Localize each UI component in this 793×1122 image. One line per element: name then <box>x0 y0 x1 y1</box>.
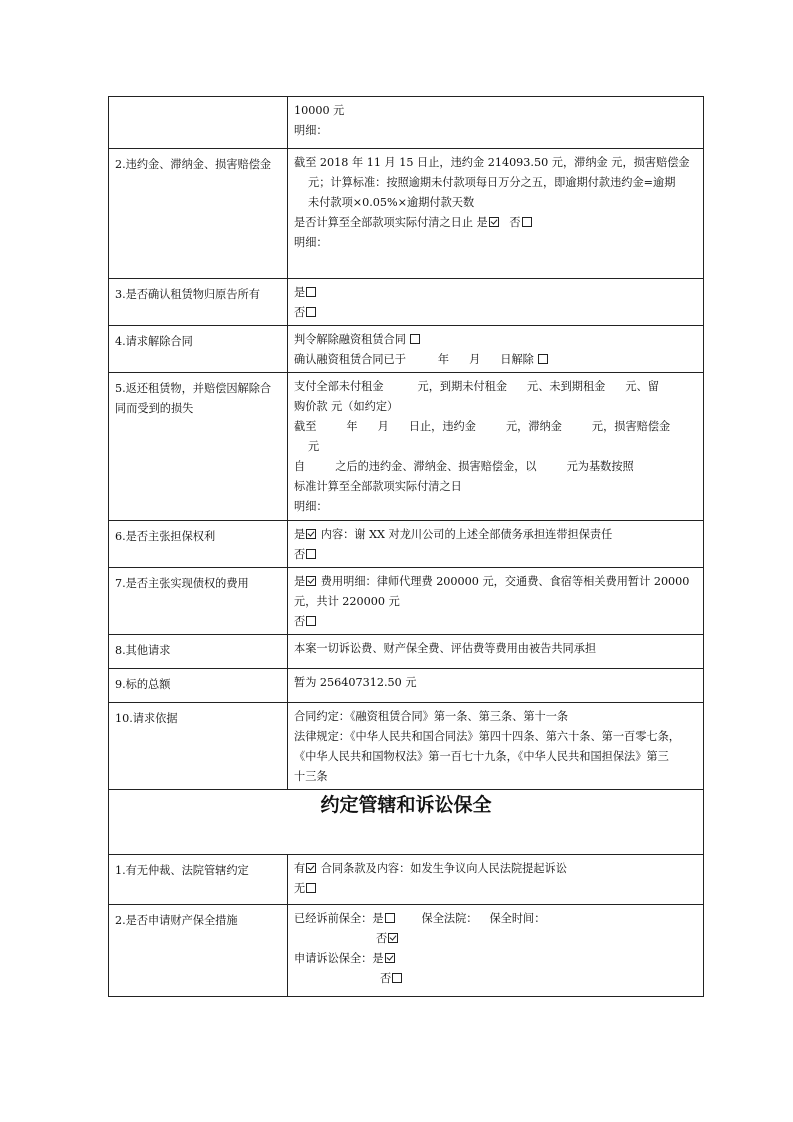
amount-text: 10000 元 <box>294 104 345 117</box>
row-amount-detail <box>109 97 704 149</box>
row-return-property <box>109 373 704 521</box>
yes-label: 是 <box>294 528 306 541</box>
no-label: 否 <box>294 306 306 319</box>
row-label <box>109 97 288 149</box>
detail-text: 明细： <box>294 500 328 513</box>
unpaid-rent-label: 支付全部未付租金 <box>294 380 384 393</box>
checkbox-yes[interactable] <box>306 529 316 539</box>
detail-text: 明细： <box>294 236 328 249</box>
no-label: 否 <box>380 972 392 985</box>
row-label: 7.是否主张实现债权的费用 <box>109 568 288 635</box>
month-label: 月 <box>377 420 389 433</box>
yes-label: 是 <box>294 286 306 299</box>
checkbox-yes[interactable] <box>306 576 316 586</box>
row-terminate-contract <box>109 326 704 373</box>
checkbox-yes[interactable] <box>306 863 316 873</box>
row-content <box>288 149 704 279</box>
row-content <box>288 373 704 521</box>
base-label: 元为基数按照 <box>566 460 634 473</box>
row-basis <box>109 703 704 790</box>
late-fee-label: 元，滞纳金 <box>505 420 562 433</box>
complaint-table <box>108 96 704 997</box>
terminate-text: 判令解除融资租赁合同 <box>294 333 406 346</box>
from-label: 自 <box>294 460 306 473</box>
law-basis-2: 《中华人民共和国物权法》第一百七十九条，《中华人民共和国担保法》第三 <box>294 750 669 763</box>
row-content <box>288 279 704 326</box>
row-label: 2.是否申请财产保全措施 <box>109 905 288 997</box>
confirm-text: 确认融资租赁合同已于 <box>294 353 406 366</box>
penalty-line-3: 未付款项×0.05%×逾期付款天数 <box>308 196 475 209</box>
penalty-label: 日止，违约金 <box>408 420 476 433</box>
row-content <box>288 521 704 568</box>
checkbox-no[interactable] <box>306 616 316 626</box>
buyback-price-line: 购价款 元（如约定） <box>294 400 399 413</box>
court-label: 保全法院： <box>421 912 478 925</box>
checkbox-lit-no[interactable] <box>392 973 402 983</box>
checkbox-yes[interactable] <box>489 217 499 227</box>
row-total-amount <box>109 669 704 703</box>
contract-basis: 合同约定：《融资租赁合同》第一条、第三条、第十一条 <box>294 710 569 723</box>
checkbox-no[interactable] <box>306 307 316 317</box>
row-label: 2.违约金、滞纳金、损害赔偿金 <box>109 149 288 279</box>
checkbox-yes[interactable] <box>306 287 316 297</box>
yes-label: 有 <box>294 862 306 875</box>
buyback-label: 元、留 <box>625 380 659 393</box>
until-label: 截至 <box>294 420 317 433</box>
litigation-preservation-yes-label: 申请诉讼保全：是 <box>294 952 384 965</box>
row-label: 1.有无仲裁、法院管辖约定 <box>109 855 288 905</box>
row-penalty <box>109 149 704 279</box>
no-label: 否 <box>509 216 521 229</box>
row-content: 暂为 256407312.50 元 <box>288 669 704 703</box>
row-label: 6.是否主张担保权利 <box>109 521 288 568</box>
expense-details: 费用明细：律师代理费 200000 元，交通费、食宿等相关费用暂计 20000 <box>317 575 690 588</box>
undue-rent-label: 元、未到期租金 <box>527 380 606 393</box>
detail-text: 明细： <box>294 124 328 137</box>
penalty-line-4 <box>294 213 697 233</box>
checkbox-pre-no[interactable] <box>388 933 398 943</box>
checkbox-terminate[interactable] <box>410 334 420 344</box>
checkbox-no[interactable] <box>306 549 316 559</box>
law-basis-3: 十三条 <box>294 770 328 783</box>
checkbox-lit-yes[interactable] <box>385 953 395 963</box>
subsequent-label: 之后的违约金、滞纳金、损害赔偿金，以 <box>335 460 537 473</box>
row-label: 8.其他请求 <box>109 635 288 669</box>
row-content <box>288 905 704 997</box>
row-other-claims <box>109 635 704 669</box>
row-label: 4.请求解除合同 <box>109 326 288 373</box>
month-label: 月 <box>469 353 481 366</box>
law-basis-1: 法律规定：《中华人民共和国合同法》第四十四条、第六十条、第一百零七条， <box>294 730 680 743</box>
no-label: 否 <box>376 932 388 945</box>
row-label: 9.标的总额 <box>109 669 288 703</box>
section-header-row <box>109 790 704 855</box>
no-label: 否 <box>294 615 306 628</box>
year-label: 年 <box>437 353 450 366</box>
checkbox-no[interactable] <box>522 217 532 227</box>
row-content: 本案一切诉讼费、财产保全费、评估费等费用由被告共同承担 <box>288 635 704 669</box>
row-expenses <box>109 568 704 635</box>
row-content <box>288 326 704 373</box>
checkbox-no[interactable] <box>306 883 316 893</box>
expense-total: 元，共计 220000 元 <box>294 595 400 608</box>
row-content <box>288 703 704 790</box>
no-label: 否 <box>294 548 306 561</box>
day-label: 日解除 <box>500 353 534 366</box>
section-title: 约定管辖和诉讼保全 <box>109 790 704 855</box>
penalty-line-2: 元；计算标准：按照逾期未付款项每日万分之五，即逾期付款违约金=逾期 <box>308 176 676 189</box>
yuan-line: 元 <box>308 440 320 453</box>
row-ownership <box>109 279 704 326</box>
standard-line: 标准计算至全部款项实际付清之日 <box>294 480 462 493</box>
time-label: 保全时间： <box>489 912 546 925</box>
yes-label: 是 <box>294 575 306 588</box>
row-jurisdiction <box>109 855 704 905</box>
checkbox-pre-yes[interactable] <box>385 913 395 923</box>
jurisdiction-content: 合同条款及内容：如发生争议向人民法院提起诉讼 <box>317 862 567 875</box>
damages-label: 元，损害赔偿金 <box>591 420 671 433</box>
penalty-line-1: 截至 2018 年 11 月 15 日止，违约金 214093.50 元，滞纳金 元，损害赔偿金 <box>294 156 690 169</box>
row-guarantee <box>109 521 704 568</box>
row-content <box>288 855 704 905</box>
row-label: 3.是否确认租赁物归原告所有 <box>109 279 288 326</box>
row-content <box>288 97 704 149</box>
due-rent-label: 元，到期未付租金 <box>417 380 508 393</box>
row-label: 5.返还租赁物，并赔偿因解除合同而受到的损失 <box>109 373 288 521</box>
checkbox-confirm[interactable] <box>538 354 548 364</box>
row-label: 10.请求依据 <box>109 703 288 790</box>
guarantee-content: 内容：谢 XX 对龙川公司的上述全部债务承担连带担保责任 <box>317 528 613 541</box>
calc-until-paid-label: 是否计算至全部款项实际付清之日止 是 <box>294 216 488 229</box>
row-content <box>288 568 704 635</box>
row-preservation <box>109 905 704 997</box>
pre-preservation-yes-label: 已经诉前保全：是 <box>294 912 384 925</box>
no-label: 无 <box>294 882 306 895</box>
year-label: 年 <box>346 420 358 433</box>
